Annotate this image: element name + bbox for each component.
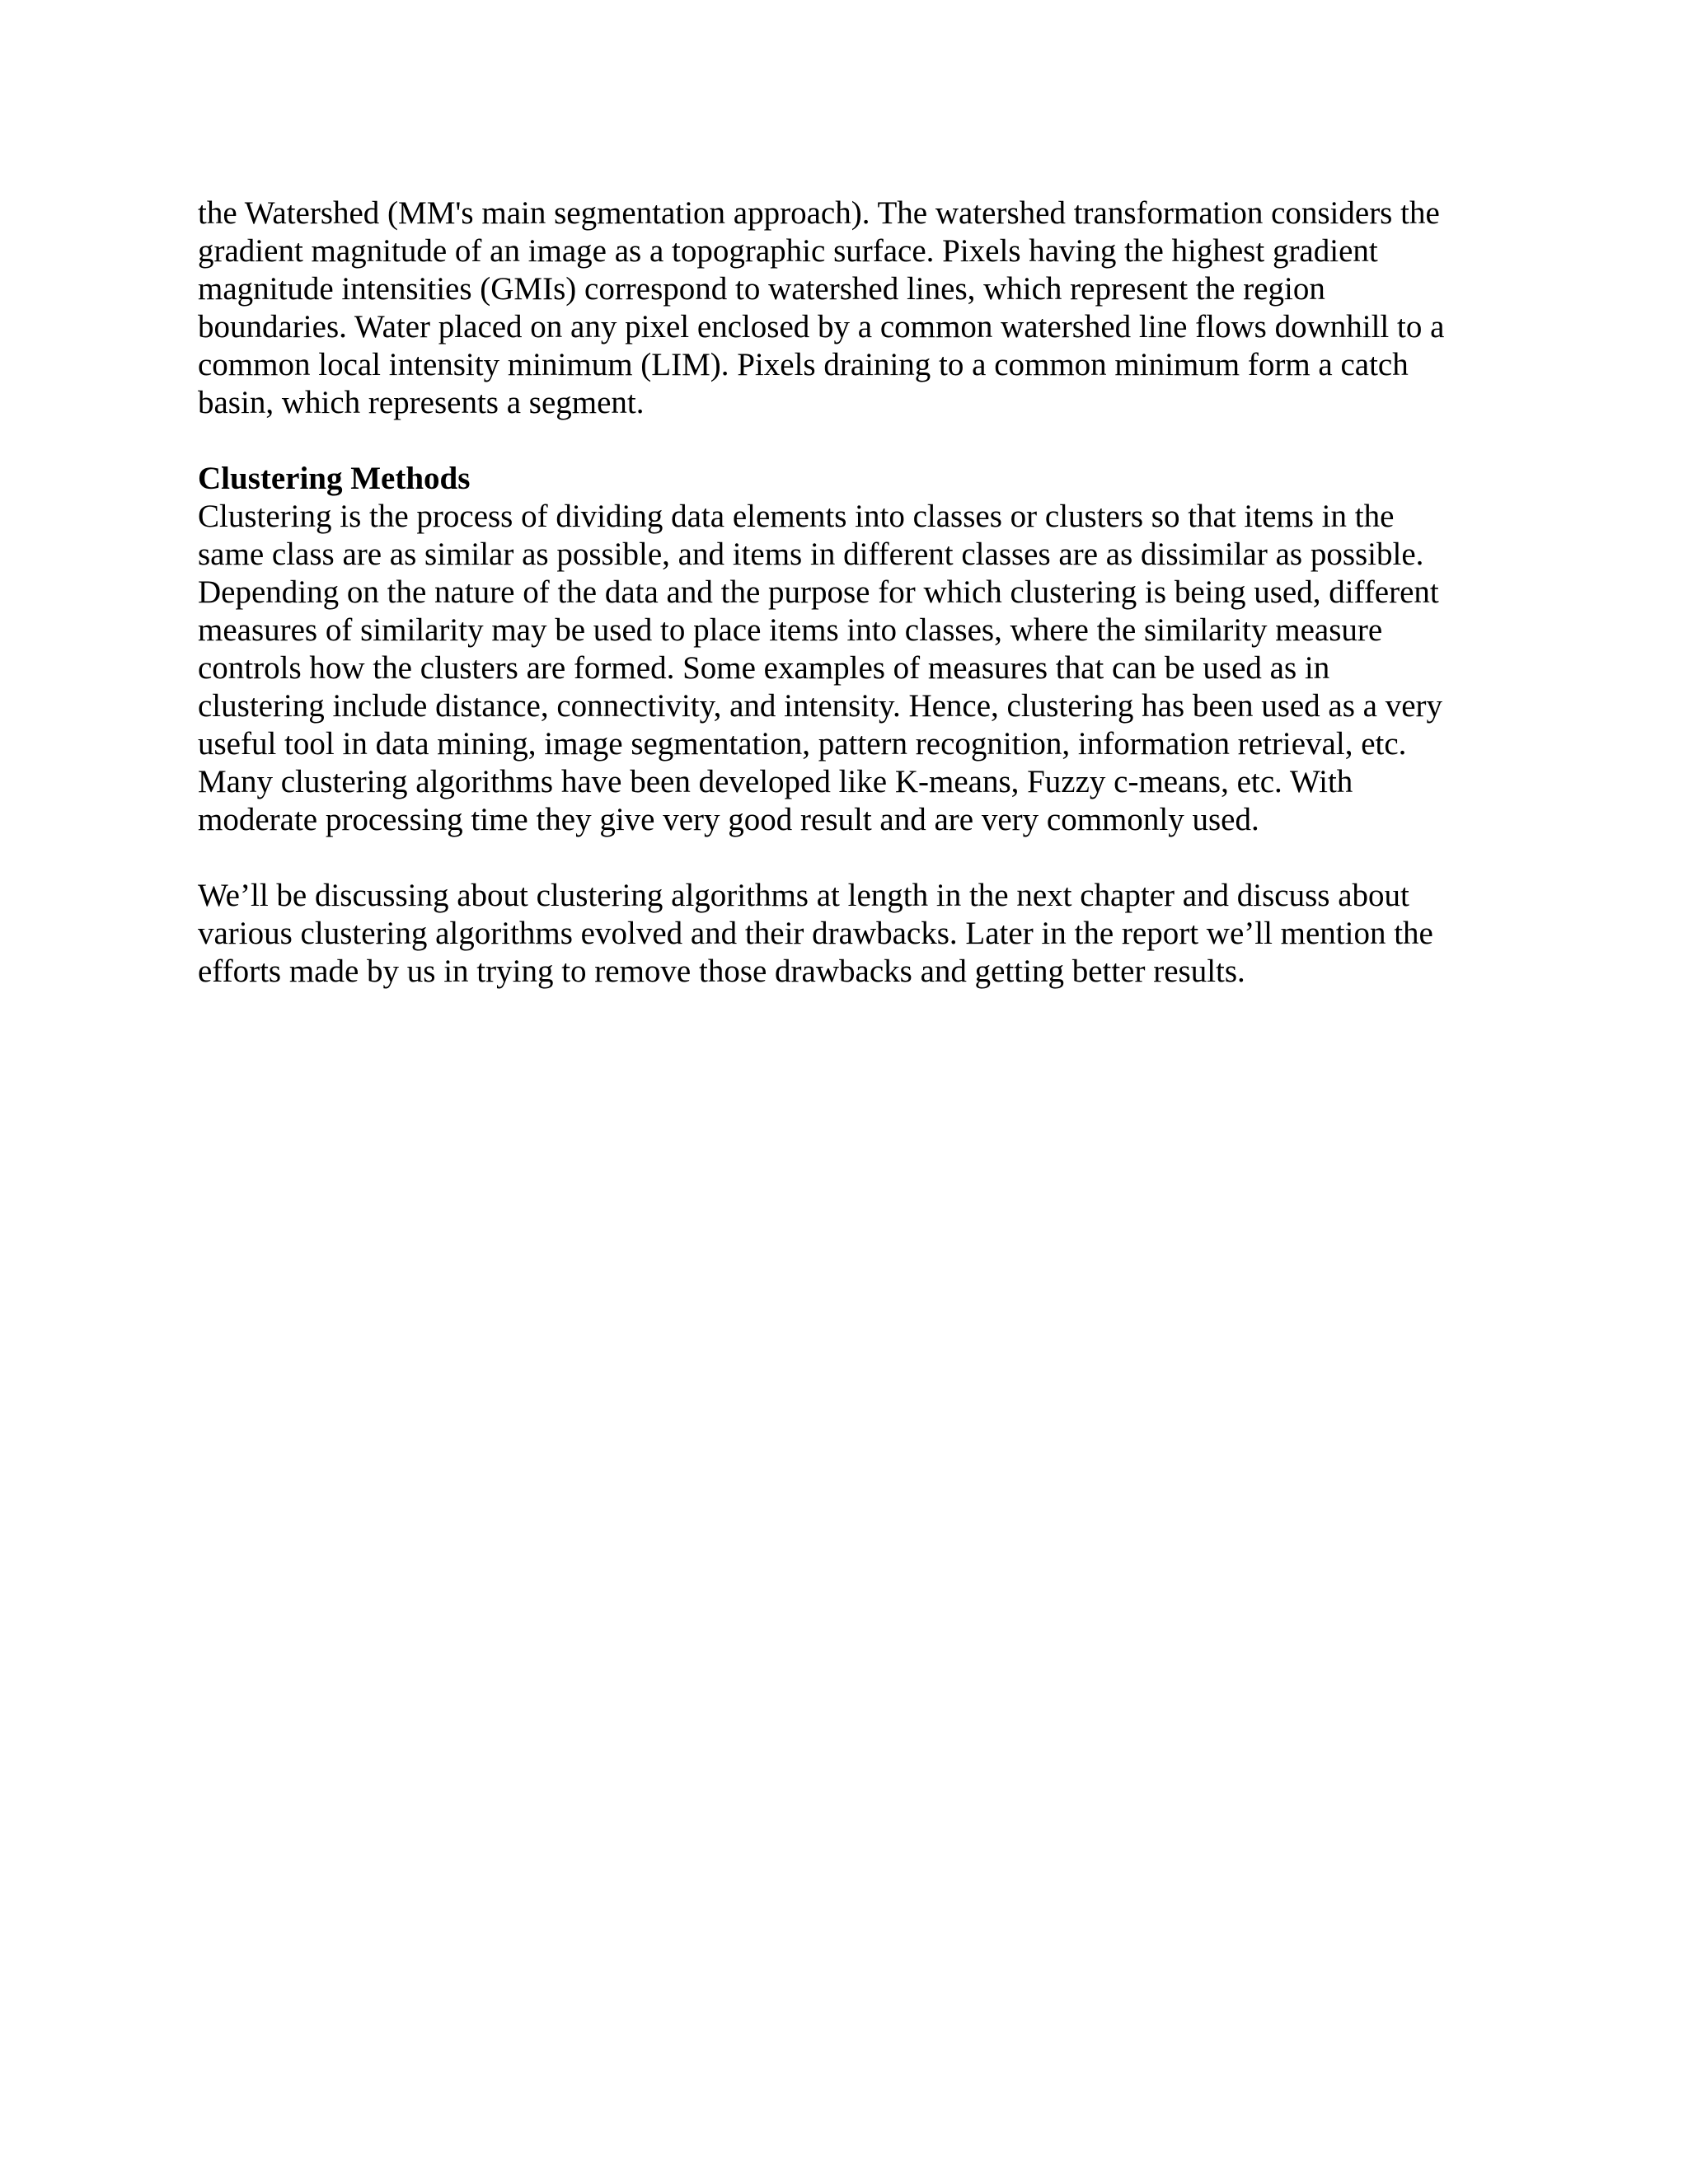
section-heading-text: Clustering Methods xyxy=(198,461,471,496)
paragraph-next-chapter xyxy=(198,877,1484,991)
paragraph-line: measures of similarity may be used to place items into classes, where the similarity measure xyxy=(198,612,1383,648)
paragraph-line: common local intensity minimum (LIM). Pixels draining to a common minimum form a catch xyxy=(198,347,1409,382)
paragraph-line: Many clustering algorithms have been developed like K-means, Fuzzy c-means, etc. With xyxy=(198,764,1353,799)
paragraph-line: controls how the clusters are formed. Some examples of measures that can be used as in xyxy=(198,650,1330,686)
paragraph-line: various clustering algorithms evolved and their drawbacks. Later in the report we’ll mention the xyxy=(198,916,1433,951)
paragraph-line: magnitude intensities (GMIs) correspond to watershed lines, which represent the region xyxy=(198,271,1325,307)
section-heading xyxy=(198,460,1484,498)
paragraph-watershed xyxy=(198,194,1484,422)
paragraph-line: Clustering is the process of dividing data elements into classes or clusters so that items in the xyxy=(198,499,1395,534)
paragraph-line: the Watershed (MM's main segmentation approach). The watershed transformation considers the xyxy=(198,195,1440,231)
paragraph-line: basin, which represents a segment. xyxy=(198,385,645,420)
paragraph-line: moderate processing time they give very good result and are very commonly used. xyxy=(198,802,1259,837)
paragraph-line: boundaries. Water placed on any pixel enclosed by a common watershed line flows downhill to a xyxy=(198,309,1445,344)
paragraph-clustering-definition xyxy=(198,498,1484,839)
paragraph-line: Depending on the nature of the data and the purpose for which clustering is being used, different xyxy=(198,574,1439,610)
paragraph-line: efforts made by us in trying to remove those drawbacks and getting better results. xyxy=(198,954,1245,989)
paragraph-line: We’ll be discussing about clustering algorithms at length in the next chapter and discuss about xyxy=(198,878,1409,913)
paragraph-line: useful tool in data mining, image segmentation, pattern recognition, information retrieval, etc. xyxy=(198,726,1407,762)
paragraph-line: same class are as similar as possible, and items in different classes are as dissimilar as possible. xyxy=(198,537,1424,572)
paragraph-line: gradient magnitude of an image as a topographic surface. Pixels having the highest gradient xyxy=(198,233,1378,269)
paragraph-line: clustering include distance, connectivity, and intensity. Hence, clustering has been used as a very xyxy=(198,688,1443,724)
